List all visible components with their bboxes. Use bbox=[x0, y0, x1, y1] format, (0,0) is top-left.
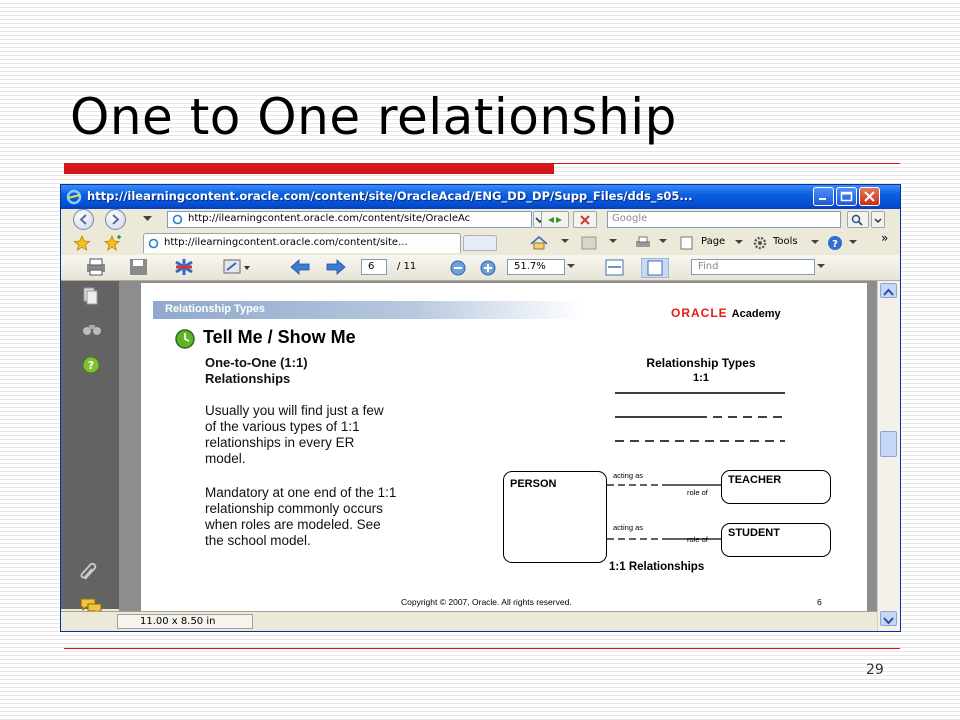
paragraph-line: of the various types of 1:1 bbox=[205, 419, 360, 434]
add-favorite-icon[interactable] bbox=[103, 235, 123, 251]
search-button[interactable] bbox=[847, 211, 869, 228]
paragraph-line: relationships in every ER bbox=[205, 435, 355, 450]
paragraph-1 bbox=[205, 403, 384, 467]
gear-icon bbox=[752, 235, 768, 251]
search-options-dropdown[interactable] bbox=[871, 211, 885, 228]
acrobat-tools-icon[interactable] bbox=[171, 258, 197, 276]
sign-icon[interactable] bbox=[221, 258, 251, 276]
zoom-out-icon[interactable] bbox=[449, 259, 467, 277]
vertical-scrollbar[interactable] bbox=[877, 281, 901, 631]
legend-title: Relationship Types bbox=[646, 356, 756, 370]
tab-label: http://ilearningcontent.oracle.com/content/site... bbox=[164, 237, 408, 248]
active-tab[interactable] bbox=[143, 233, 461, 253]
ie-icon bbox=[66, 189, 82, 205]
pages-icon[interactable] bbox=[81, 287, 101, 305]
title-underline-thin bbox=[554, 163, 900, 164]
search-placeholder: Google bbox=[612, 213, 648, 224]
legend-subtitle: 1:1 bbox=[693, 372, 709, 384]
attachment-icon[interactable] bbox=[79, 563, 101, 583]
chevron-down-icon[interactable] bbox=[849, 240, 857, 246]
page-menu-icon bbox=[679, 236, 695, 250]
scroll-down-button[interactable] bbox=[880, 611, 897, 626]
save-icon[interactable] bbox=[129, 258, 149, 276]
page-size: 11.00 x 8.50 in bbox=[140, 616, 216, 627]
slide-page-number: 29 bbox=[866, 662, 884, 678]
minimize-button[interactable] bbox=[813, 187, 834, 206]
back-arrow-icon bbox=[74, 210, 93, 229]
zoom-value: 51.7% bbox=[514, 261, 546, 272]
subheading bbox=[205, 355, 455, 387]
back-button[interactable] bbox=[73, 209, 94, 230]
paragraph-line: Usually you will find just a few bbox=[205, 403, 384, 418]
find-input[interactable] bbox=[691, 259, 815, 275]
page-number-input[interactable] bbox=[361, 259, 387, 275]
help-icon[interactable] bbox=[827, 235, 843, 251]
address-bar-row bbox=[61, 209, 900, 231]
minimize-icon bbox=[817, 191, 830, 202]
close-button[interactable] bbox=[859, 187, 880, 206]
forward-button[interactable] bbox=[105, 209, 126, 230]
feeds-icon[interactable] bbox=[581, 236, 599, 250]
maximize-button[interactable] bbox=[836, 187, 857, 206]
role-label: role of bbox=[687, 535, 708, 544]
subheading-line: One-to-One (1:1) bbox=[205, 355, 308, 370]
scroll-thumb[interactable] bbox=[880, 431, 897, 457]
clock-icon bbox=[175, 329, 195, 349]
page-icon bbox=[172, 214, 183, 225]
total-pages: / 11 bbox=[397, 261, 417, 272]
paragraph-line: model. bbox=[205, 451, 246, 466]
chevron-down-icon[interactable] bbox=[609, 239, 617, 245]
status-bar bbox=[61, 611, 877, 631]
paragraph-line: Mandatory at one end of the 1:1 bbox=[205, 485, 397, 500]
binoculars-icon[interactable] bbox=[81, 321, 103, 337]
chevron-down-icon[interactable] bbox=[567, 264, 575, 270]
search-input[interactable] bbox=[607, 211, 841, 228]
chevron-down-icon[interactable] bbox=[817, 264, 825, 270]
help-icon[interactable] bbox=[81, 355, 101, 375]
maximize-icon bbox=[840, 191, 853, 202]
home-icon[interactable] bbox=[529, 236, 549, 250]
find-placeholder: Find bbox=[698, 261, 719, 272]
fit-page-icon[interactable] bbox=[641, 258, 669, 278]
relationship-line-legend bbox=[615, 387, 790, 447]
chevron-down-icon bbox=[872, 213, 884, 227]
diagram-caption: 1:1 Relationships bbox=[609, 561, 705, 573]
page-icon bbox=[148, 238, 159, 249]
previous-page-icon[interactable] bbox=[289, 259, 311, 275]
entity-teacher bbox=[721, 470, 831, 504]
paragraph-2 bbox=[205, 485, 396, 549]
history-dropdown-icon[interactable] bbox=[143, 216, 152, 222]
paragraph-line: the school model. bbox=[205, 533, 311, 548]
svg-text:?: ? bbox=[832, 239, 838, 250]
next-page-icon[interactable] bbox=[325, 259, 347, 275]
new-tab-button[interactable] bbox=[463, 235, 497, 251]
title-underline bbox=[64, 163, 554, 174]
entity-person bbox=[503, 471, 607, 563]
oracle-academy-logo bbox=[671, 304, 781, 322]
paragraph-line: relationship commonly occurs bbox=[205, 501, 383, 516]
browser-window bbox=[60, 184, 901, 632]
role-label: acting as bbox=[613, 523, 644, 532]
pdf-page-number: 6 bbox=[817, 597, 822, 607]
page-menu[interactable]: Page bbox=[701, 236, 726, 247]
forward-arrow-icon bbox=[106, 210, 125, 229]
chevron-down-icon[interactable] bbox=[659, 239, 667, 245]
refresh-icon bbox=[542, 213, 568, 227]
page-header-bar bbox=[153, 301, 583, 319]
entity-label: TEACHER bbox=[728, 474, 782, 486]
entity-label: PERSON bbox=[510, 478, 557, 490]
tabs-row bbox=[61, 231, 900, 256]
address-input[interactable] bbox=[167, 211, 532, 228]
print-icon[interactable] bbox=[85, 258, 107, 276]
slide-title: One to One relationship bbox=[70, 88, 677, 146]
address-text: http://ilearningcontent.oracle.com/content/site/OracleAc bbox=[188, 213, 471, 224]
pdf-toolbar bbox=[61, 255, 900, 281]
section-heading: Tell Me / Show Me bbox=[203, 327, 356, 347]
window-title: http://ilearningcontent.oracle.com/content/site/OracleAcad/ENG_DD_DP/Supp_Files/dds_s05... bbox=[87, 189, 693, 203]
title-bar[interactable] bbox=[61, 185, 900, 209]
scroll-up-button[interactable] bbox=[880, 283, 897, 298]
refresh-button[interactable] bbox=[541, 211, 569, 228]
role-label: acting as bbox=[613, 471, 644, 480]
stop-button[interactable] bbox=[573, 211, 597, 228]
fit-width-icon[interactable] bbox=[605, 259, 625, 277]
page-size-box bbox=[117, 614, 253, 629]
paragraph-line: when roles are modeled. See bbox=[205, 517, 381, 532]
pdf-page bbox=[141, 283, 867, 613]
entity-student bbox=[721, 523, 831, 557]
role-label: role of bbox=[687, 488, 708, 497]
tools-menu[interactable]: Tools bbox=[773, 236, 798, 247]
favorites-star-icon[interactable] bbox=[73, 235, 91, 251]
stop-icon bbox=[574, 213, 596, 227]
page-header-title: Relationship Types bbox=[165, 303, 266, 315]
oracle-brand: ORACLE bbox=[671, 306, 728, 320]
chevron-down-icon[interactable] bbox=[561, 239, 569, 245]
print-icon[interactable] bbox=[634, 236, 652, 250]
footer-rule bbox=[64, 648, 900, 649]
zoom-in-icon[interactable] bbox=[479, 259, 497, 277]
subheading-line: Relationships bbox=[205, 371, 291, 386]
toolbar-overflow[interactable]: » bbox=[881, 231, 889, 245]
current-page: 6 bbox=[368, 261, 375, 272]
search-icon bbox=[848, 213, 868, 227]
chevron-down-icon[interactable] bbox=[735, 240, 743, 246]
academy-text: Academy bbox=[731, 308, 781, 320]
chevron-up-icon bbox=[881, 286, 896, 299]
close-icon bbox=[863, 191, 876, 202]
svg-text:?: ? bbox=[87, 359, 95, 372]
pdf-navigation-panel bbox=[61, 281, 119, 609]
copyright: Copyright © 2007, Oracle. All rights reserved. bbox=[401, 597, 572, 607]
zoom-input[interactable] bbox=[507, 259, 565, 275]
chevron-down-icon bbox=[881, 614, 896, 627]
entity-label: STUDENT bbox=[728, 527, 780, 539]
chevron-down-icon[interactable] bbox=[811, 240, 819, 246]
